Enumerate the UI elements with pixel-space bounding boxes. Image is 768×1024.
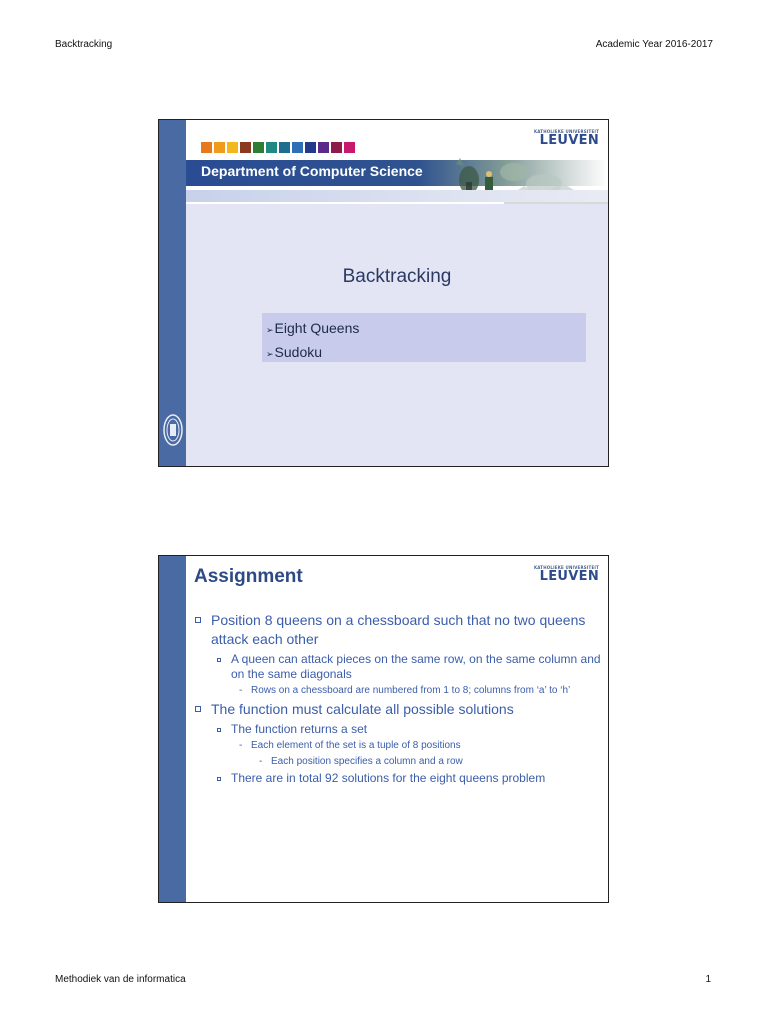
color-swatch [253,142,264,153]
dash-bullet-icon: - [239,685,243,696]
logo-big-text: LEUVEN [539,569,599,584]
bullet-text: Each position specifies a column and a row [271,756,463,767]
title-slide [158,119,609,467]
square-bullet-icon [195,617,201,623]
page-footer-left: Methodiek van de informatica [55,974,186,985]
color-swatch [266,142,277,153]
color-swatch [240,142,251,153]
square-bullet-icon [217,728,221,732]
bullet-item [195,739,605,752]
square-bullet-icon [217,777,221,781]
color-swatch [305,142,316,153]
bullet-item [195,755,605,768]
dash-bullet-icon: - [259,756,263,767]
color-swatch [279,142,290,153]
topic-label: Sudoku [274,344,323,360]
color-swatch [318,142,329,153]
topic-label: Eight Queens [274,320,360,336]
dash-bullet-icon: - [239,740,243,751]
topic-item [266,317,582,341]
department-title: Department of Computer Science [201,163,423,179]
bullet-text: The function must calculate all possible solutions [211,701,514,717]
page-number: 1 [705,974,711,985]
university-logo [534,129,599,147]
topic-item [266,341,582,365]
page-header-right: Academic Year 2016-2017 [595,39,713,50]
color-strip [201,142,355,153]
university-seal-icon [162,412,184,448]
university-logo [534,565,599,583]
banner-underline [186,190,608,202]
bullet-item [195,684,605,697]
bullet-item [195,611,605,649]
bullet-item [195,700,605,719]
arrow-bullet-icon: ➢ [266,325,274,335]
color-swatch [201,142,212,153]
color-swatch [227,142,238,153]
bullet-text: Rows on a chessboard are numbered from 1 to 8; columns from ‘a’ to ‘h’ [251,685,571,696]
square-bullet-icon [217,658,221,662]
square-bullet-icon [195,706,201,712]
bullet-text: There are in total 92 solutions for the eight queens problem [231,771,546,785]
slide-title: Backtracking [342,266,452,287]
assignment-slide [158,555,609,903]
bullet-item [195,722,605,737]
logo-big-text: LEUVEN [539,133,599,148]
color-swatch [292,142,303,153]
logo-small-text: KATHOLIEKE UNIVERSITEIT [534,129,599,134]
bullet-item [195,652,605,682]
slide-left-bar [159,556,186,902]
arrow-bullet-icon: ➢ [266,349,274,359]
color-swatch [331,142,342,153]
slide-title: Assignment [194,566,303,587]
bullet-text: A queen can attack pieces on the same row, on the same column and on the same diagonals [231,652,601,681]
bullet-text: Position 8 queens on a chessboard such that no two queens attack each other [211,612,586,647]
bullet-list [195,611,605,788]
topic-list [262,313,586,362]
page-header-left: Backtracking [55,39,113,50]
bullet-text: Each element of the set is a tuple of 8 positions [251,740,461,751]
color-swatch [344,142,355,153]
color-swatch [214,142,225,153]
logo-small-text: KATHOLIEKE UNIVERSITEIT [534,565,599,570]
bullet-text: The function returns a set [231,722,368,736]
bullet-item [195,771,605,786]
